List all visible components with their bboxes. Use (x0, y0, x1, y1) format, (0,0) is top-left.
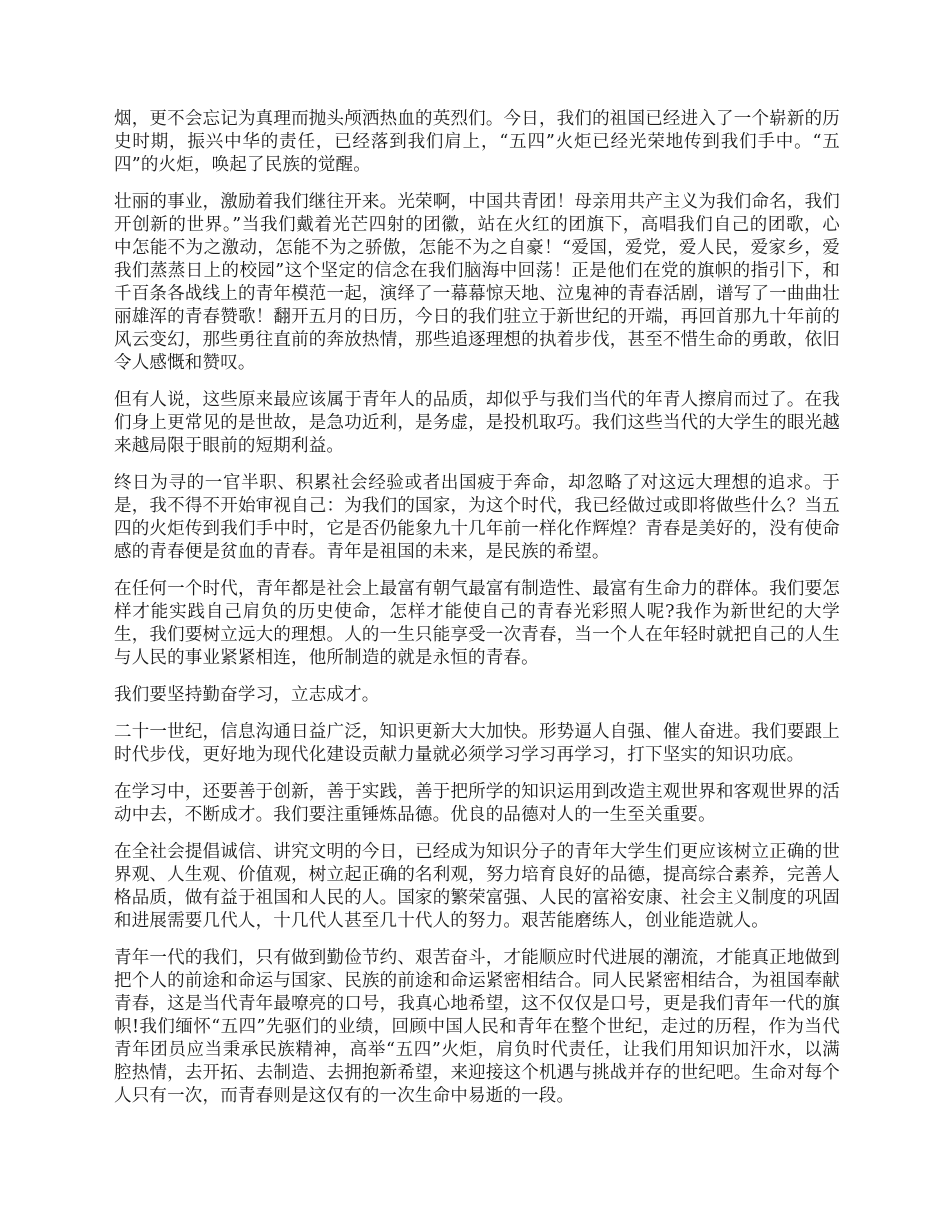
paragraph-5: 在任何一个时代，青年都是社会上最富有朝气最富有制造性、最富有生命力的群体。我们要怎样才能实践自己肩负的历史使命，怎样才能使自己的青春光彩照人呢?我作为新世纪的大学生，我们要树立远大的理想。人的一生只能享受一次青春，当一个人在年轻时就把自己的人生与人民的事业紧紧相连，他所制造的就是永恒的青春。 (114, 579, 840, 668)
paragraph-2: 壮丽的事业，激励着我们继往开来。光荣啊，中国共青团！母亲用共产主义为我们命名，我们开创新的世界。”当我们戴着光芒四射的团徽，站在火红的团旗下，高唱我们自己的团歌，心中怎能不为之激动，怎能不为之骄傲，怎能不为之自豪！“爱国，爱党，爱人民，爱家乡，爱我们蒸蒸日上的校园”这个坚定的信念在我们脑海中回荡！正是他们在党的旗帜的指引下，和千百条各战线上的青年模范一起，演绎了一幕幕惊天地、泣鬼神的青春活剧，谱写了一曲曲壮丽雄浑的青春赞歌！翻开五月的日历，今日的我们驻立于新世纪的开端，再回首那九十年前的风云变幻，那些勇往直前的奔放热情，那些追逐理想的执着步伐，甚至不惜生命的勇敢，依旧令人感慨和赞叹。 (114, 192, 840, 373)
paragraph-6: 我们要坚持勤奋学习，立志成才。 (114, 685, 380, 705)
paragraph-8: 在学习中，还要善于创新，善于实践，善于把所学的知识运用到改造主观世界和客观世界的活动中去，不断成才。我们要注重锤炼品德。优良的品德对人的一生至关重要。 (114, 782, 840, 825)
paragraph-7: 二十一世纪，信息沟通日益广泛，知识更新大大加快。形势逼人自强、催人奋进。我们要跟上时代步伐，更好地为现代化建设贡献力量就必须学习学习再学习，打下坚实的知识功底。 (114, 722, 840, 765)
paragraph-3: 但有人说，这些原来最应该属于青年人的品质，却似乎与我们当代的年青人擦肩而过了。在我们身上更常见的是世故，是急功近利，是务虚，是投机取巧。我们这些当代的大学生的眼光越来越局限于眼前的短期利益。 (114, 390, 840, 456)
paragraph-1: 烟，更不会忘记为真理而抛头颅洒热血的英烈们。今日，我们的祖国已经进入了一个崭新的历史时期，振兴中华的责任，已经落到我们肩上，“五四”火炬已经光荣地传到我们手中。“五四”的火炬，唤起了民族的觉醒。 (114, 109, 840, 175)
paragraph-9: 在全社会提倡诚信、讲究文明的今日，已经成为知识分子的青年大学生们更应该树立正确的世界观、人生观、价值观，树立起正确的名利观，努力培育良好的品德，提高综合素养，完善人格品质，做有益于祖国和人民的人。国家的繁荣富强、人民的富裕安康、社会主义制度的巩固和进展需要几代人，十几代人甚至几十代人的努力。艰苦能磨练人，创业能造就人。 (114, 842, 840, 931)
document-page (114, 108, 840, 1122)
paragraph-10: 青年一代的我们，只有做到勤俭节约、艰苦奋斗，才能顺应时代进展的潮流，才能真正地做到把个人的前途和命运与国家、民族的前途和命运紧密相结合。同人民紧密相结合，为祖国奉献青春，这是当代青年最嘹亮的口号，我真心地希望，这不仅仅是口号，更是我们青年一代的旗帜!我们缅怀“五四”先驱们的业绩，回顾中国人民和青年在整个世纪，走过的历程，作为当代青年团员应当秉承民族精神，高举“五四”火炬，肩负时代责任，让我们用知识加汗水，以满腔热情，去开拓、去制造、去拥抱新希望，来迎接这个机遇与挑战并存的世纪吧。生命对每个人只有一次，而青春则是这仅有的一次生命中易逝的一段。 (114, 948, 840, 1106)
paragraph-4: 终日为寻的一官半职、积累社会经验或者出国疲于奔命，却忽略了对这远大理想的追求。于是，我不得不开始审视自己：为我们的国家，为这个时代，我已经做过或即将做些什么？当五四的火炬传到我们手中时，它是否仍能象九十几年前一样化作辉煌？青春是美好的，没有使命感的青春便是贫血的青春。青年是祖国的未来，是民族的希望。 (114, 473, 840, 562)
